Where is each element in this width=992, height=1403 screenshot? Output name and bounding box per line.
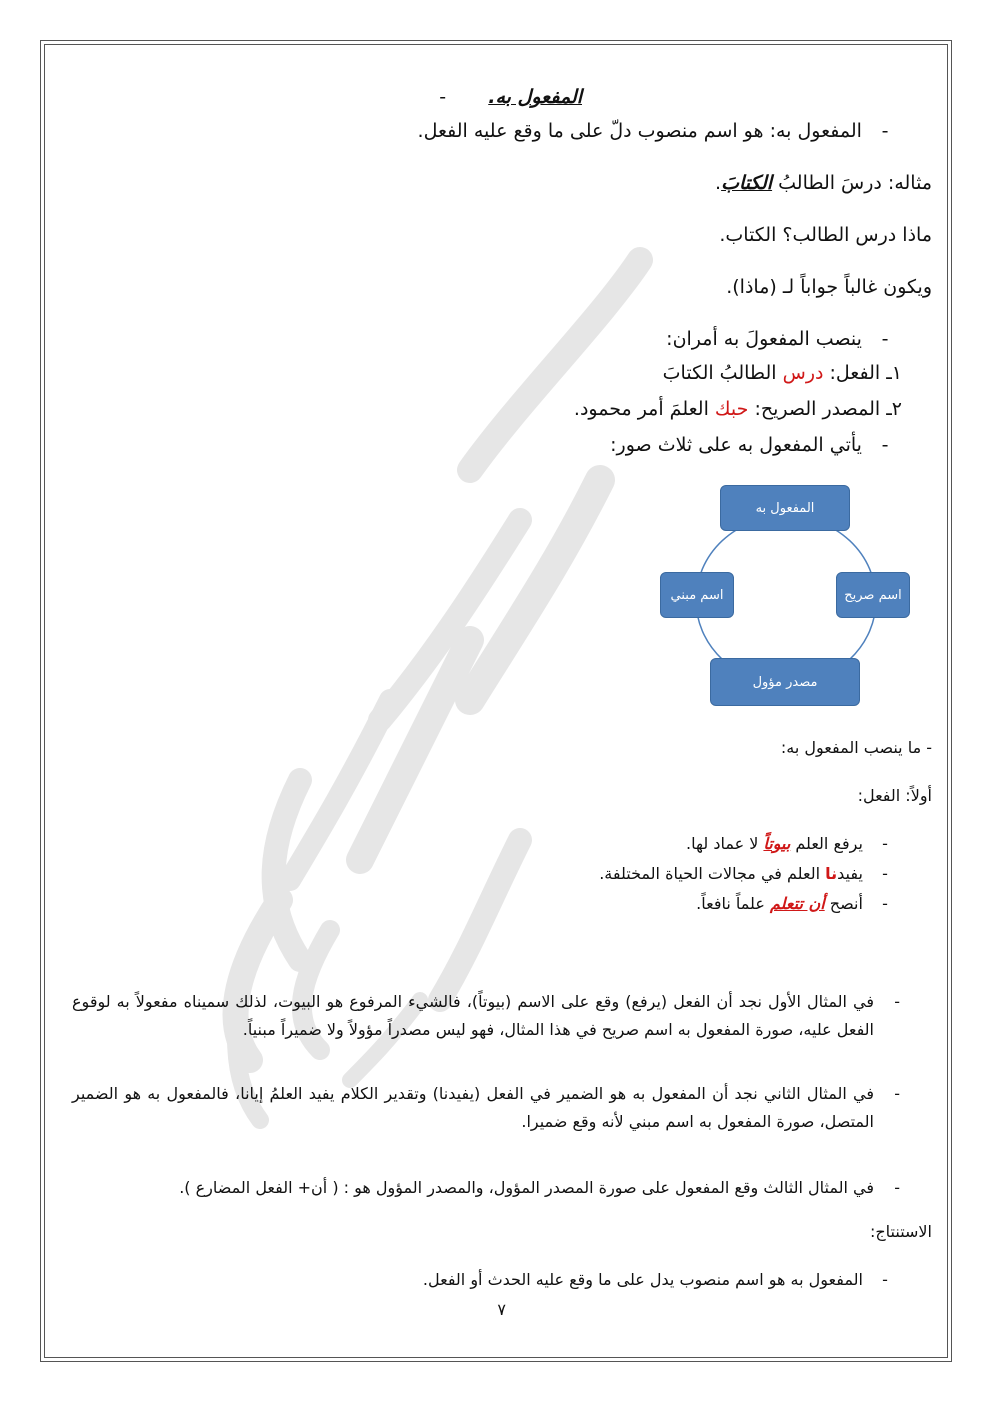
example-after: علماً نافعاً.: [696, 894, 765, 913]
bullet-dash: -: [894, 992, 900, 1011]
bullet-dash: -: [882, 1270, 888, 1289]
title-row: [439, 86, 582, 108]
governor-rest: العلمَ أمر محمود.: [573, 398, 709, 420]
node-interpreted-infinitive: مصدر مؤول: [710, 658, 860, 706]
example-before: أنصح: [829, 894, 863, 913]
conclusion-row: [423, 1270, 902, 1289]
governor-item: [663, 362, 902, 384]
example-item: [696, 894, 902, 913]
first-verb-heading: أولاً: الفعل:: [857, 786, 932, 805]
example-row: [715, 172, 932, 194]
governor-red-word: حبك: [714, 398, 749, 420]
question-line: ماذا درس الطالب؟ الكتاب.: [719, 224, 932, 246]
governors-intro-row: [666, 328, 902, 350]
forms-cycle-diagram: [650, 480, 920, 710]
governors-intro: ينصب المفعولَ به أمران:: [666, 328, 862, 350]
governor-label: الفعل:: [829, 362, 881, 384]
example-marked: نا: [825, 864, 838, 883]
definition-term: المفعول به:: [769, 120, 862, 142]
explanation-paragraph: في المثال الثالث وقع المفعول على صورة المصدر المؤول، والمصدر المؤول هو : ( أن+ الفعل المضارع ).: [179, 1178, 874, 1197]
page-title: المفعول به.: [488, 86, 582, 108]
example-suffix: .: [715, 172, 722, 194]
example-after: العلم في مجالات الحياة المختلفة.: [599, 864, 821, 883]
governor-number: ٢ـ: [886, 398, 902, 420]
explanation-paragraph: في المثال الثاني نجد أن المفعول به هو الضمير في الفعل (يفيدنا) وتقدير الكلام يفيد العلمُ إيانا، فالمفعول به هو الضمير المتصل، صورة المفعول به اسم مبني لأنه وقع ضميرا.: [72, 1084, 874, 1131]
node-built-noun: اسم مبني: [660, 572, 734, 618]
conclusion-text: المفعول به هو اسم منصوب يدل على ما وقع عليه الحدث أو الفعل.: [422, 1270, 863, 1289]
example-before: يفيد: [837, 864, 863, 883]
example-item: [686, 834, 902, 853]
bullet-dash: -: [882, 894, 888, 913]
governor-label: المصدر الصريح:: [754, 398, 881, 420]
answer-line: ويكون غالباً جواباً لـ (ماذا).: [726, 276, 932, 298]
bullet-dash: -: [881, 434, 889, 456]
bullet-dash: -: [881, 328, 889, 350]
title-dash: -: [439, 86, 447, 108]
bullet-dash: -: [894, 1084, 900, 1103]
node-explicit-noun: اسم صريح: [836, 572, 910, 618]
what-governs-heading: - ما ينصب المفعول به:: [780, 738, 932, 757]
governor-item: [574, 398, 902, 420]
forms-intro-row: [610, 434, 902, 456]
bullet-dash: -: [881, 120, 889, 142]
example-after: لا عماد لها.: [686, 834, 759, 853]
example-marked: بيوتاً: [763, 834, 791, 853]
page-number: ٧: [497, 1300, 506, 1319]
node-object: المفعول به: [720, 485, 850, 531]
example-prefix: مثاله: درسَ الطالبُ: [778, 172, 932, 194]
conclusion-heading: الاستنتاج:: [869, 1222, 932, 1241]
forms-intro: يأتي المفعول به على ثلاث صور:: [610, 434, 862, 456]
governor-number: ١ـ: [886, 362, 902, 384]
example-before: يرفع العلم: [795, 834, 863, 853]
example-object: الكتابَ: [721, 172, 773, 194]
bullet-dash: -: [894, 1178, 900, 1197]
definition-row: [418, 120, 902, 142]
definition-text: هو اسم منصوب دلّ على ما وقع عليه الفعل.: [417, 120, 764, 142]
governor-rest: الطالبُ الكتابَ: [662, 362, 777, 384]
governor-red-word: درس: [782, 362, 824, 384]
bullet-dash: -: [882, 834, 888, 853]
example-marked: أن تتعلم: [769, 894, 825, 913]
explanation-paragraph: في المثال الأول نجد أن الفعل (يرفع) وقع على الاسم (بيوتاً)، فالشيء المرفوع هو البيوت، لذلك سميناه مفعولاً به لوقوع الفعل عليه، صورة المفعول به اسم صريح في هذا المثال، فهو ليس مصدراً مؤولاً ولا ضميراً مبنياً.: [72, 992, 874, 1039]
bullet-dash: -: [882, 864, 888, 883]
example-item: [599, 864, 902, 883]
